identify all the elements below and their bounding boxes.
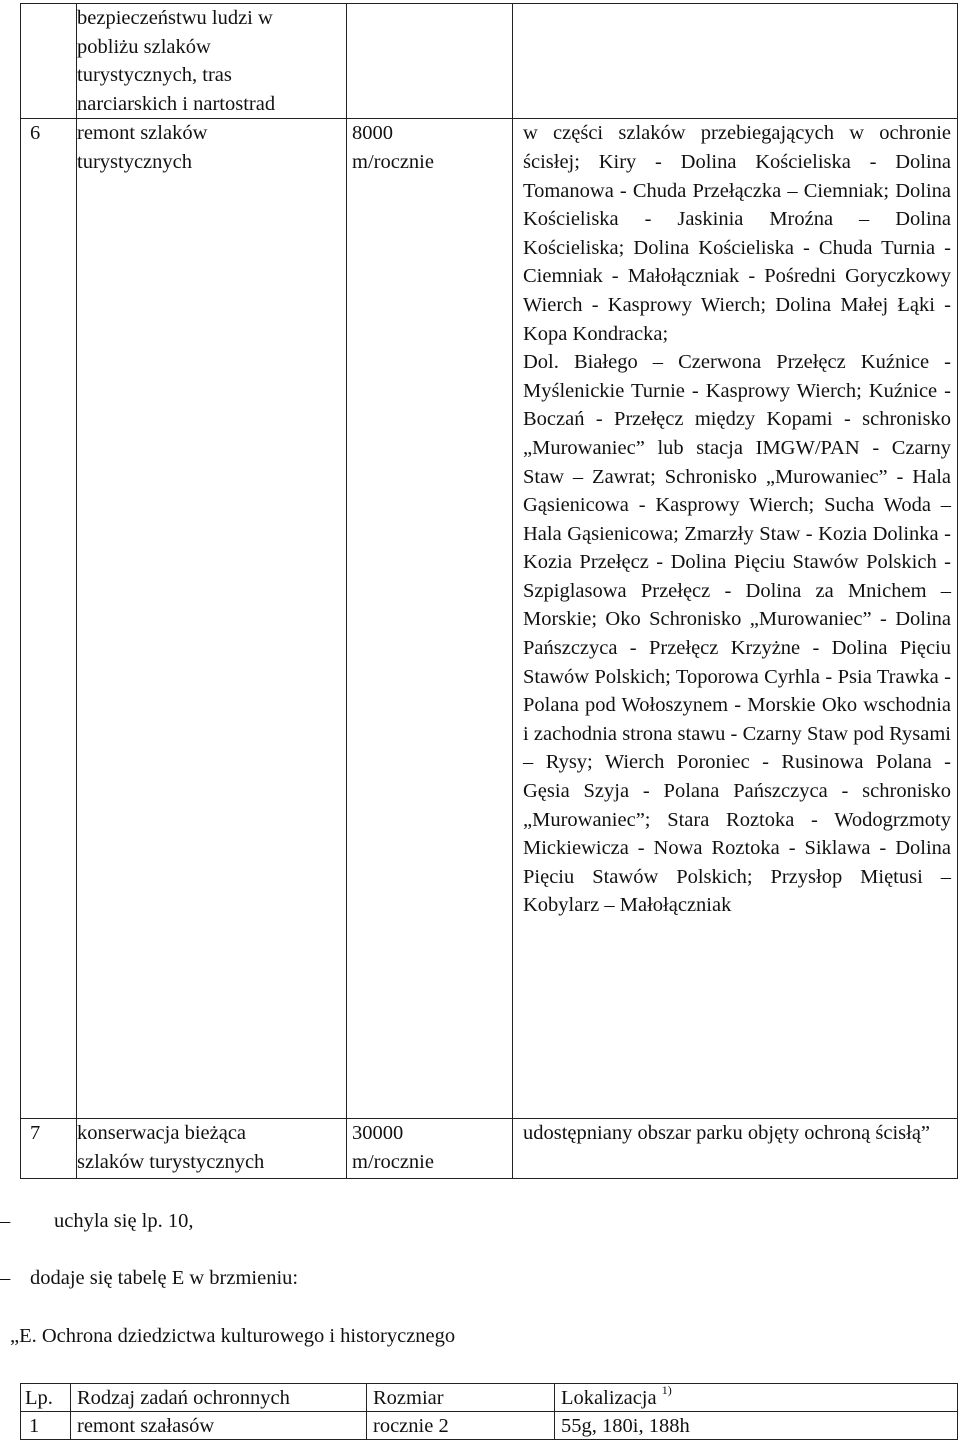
location-paragraph: udostępniany obszar parku objęty ochroną ścisłą”: [523, 1122, 931, 1145]
row-location: 55g, 180i, 188h: [555, 1412, 958, 1440]
size-cell: [347, 1119, 513, 1179]
location-paragraph: Dol. Białego – Czerwona Przełęcz Kuźnice - Myślenickie Turnie - Kasprowy Wierch; Kuźnice - Boczań - Przełęcz między Kopami - schronisko „Murowaniec” lub stacja IMGW/PAN - Czarny Staw – Zawrat; Schronisko „Murowaniec” - Hala Gąsienicowa - Kasprowy Wierch; Sucha Woda – Hala Gąsienicowa; Zmarzły Staw - Kozia Dolinka - Kozia Przełęcz - Dolina Pięciu Stawów Polskich - Szpiglasowa Przełęcz - Dolina za Mnichem – Morskie; Oko Schronisko „Murowaniec” - Dolina Pańszczyca - Przełęcz Krzyżne - Dolina Pięciu Stawów Polskich; Toporowa Cyrhla - Psia Trawka - Polana pod Wołoszynem - Morskie Oko wschodnia i zachodnia strona stawu - Czarny Staw pod Rysami – Rysy; Wierch Poroniec - Rusinowa Polana - Gęsia Szyja - Polana Pańszczyca - schronisko „Murowaniec”; Stara Roztoka - Wodogrzmoty Mickiewicza - Nowa Roztoka - Siklawa - Dolina Pięciu Stawów Polskich; Przysłop Miętusi – Kobylarz – Małołączniak: [523, 351, 951, 917]
location-cell: [513, 4, 958, 119]
row-task: remont szałasów: [71, 1412, 367, 1440]
protection-tasks-table: [20, 3, 958, 1179]
lp-cell: 7: [21, 1119, 77, 1179]
task-line: narciarskich i nartostrad: [77, 92, 276, 115]
header-location-text: Lokalizacja: [561, 1386, 657, 1409]
header-size: Rozmiar: [367, 1384, 555, 1412]
location-cell: [513, 119, 958, 1119]
lp-cell: [21, 4, 77, 119]
size-line: 8000: [352, 122, 393, 145]
list-item: [0, 1267, 298, 1290]
task-line: pobliżu szlaków: [77, 35, 211, 58]
task-line: konserwacja bieżąca: [77, 1122, 247, 1145]
size-cell: [347, 119, 513, 1119]
table-row: [21, 1412, 958, 1440]
size-line: 30000: [352, 1122, 404, 1145]
header-lp: Lp.: [21, 1384, 71, 1412]
task-cell: [77, 119, 347, 1119]
table-row: [21, 119, 958, 1119]
table-header-row: [21, 1384, 958, 1412]
cultural-heritage-table: [20, 1383, 958, 1440]
section-heading: [10, 1325, 455, 1348]
task-line: remont szlaków: [77, 122, 208, 145]
section-heading-text: „E. Ochrona dziedzictwa kulturowego i historycznego: [10, 1325, 456, 1347]
task-cell: [77, 4, 347, 119]
footnote-ref: 1): [661, 1382, 672, 1397]
header-location: [555, 1384, 958, 1412]
table-row: [21, 4, 958, 119]
task-line: bezpieczeństwu ludzi w: [77, 7, 273, 29]
size-cell: [347, 4, 513, 119]
list-item-text: uchyla się lp. 10,: [54, 1210, 194, 1232]
row-lp: 1: [21, 1412, 71, 1440]
dash-marker: –: [0, 1267, 11, 1289]
task-line: turystycznych, tras: [77, 64, 232, 87]
location-paragraph: w części szlaków przebiegających w ochronie ścisłej; Kiry - Dolina Kościeliska - Dolina Tomanowa - Chuda Przełączka – Ciemniak; Dolina Kościeliska - Jaskinia Mroźna – Dolina Kościeliska; Dolina Kościeliska - Chuda Turnia - Ciemniak - Małołączniak - Pośredni Goryczkowy Wierch - Kasprowy Wierch; Dolina Małej Łąki - Kopa Kondracka;: [523, 122, 951, 345]
table-row: [21, 1119, 958, 1179]
location-cell: [513, 1119, 958, 1179]
size-line: m/rocznie: [352, 150, 434, 173]
task-cell: [77, 1119, 347, 1179]
task-line: turystycznych: [77, 150, 192, 173]
list-item-text: dodaje się tabelę E w brzmieniu:: [30, 1267, 299, 1289]
header-task: Rodzaj zadań ochronnych: [71, 1384, 367, 1412]
size-line: m/rocznie: [352, 1150, 434, 1173]
task-line: szlaków turystycznych: [77, 1150, 265, 1173]
list-item: [0, 1210, 194, 1233]
row-size: rocznie 2: [367, 1412, 555, 1440]
lp-cell: 6: [21, 119, 77, 1119]
dash-marker: –: [0, 1210, 11, 1232]
